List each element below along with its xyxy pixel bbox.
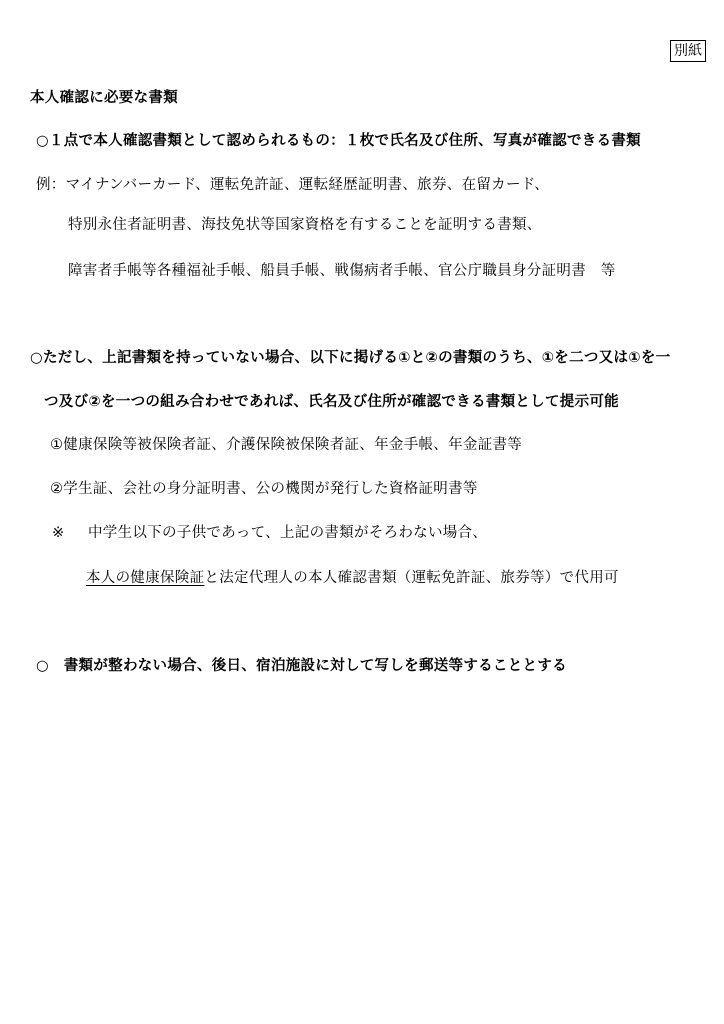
section1-example-line-3: 障害者手帳等各種福祉手帳、船員手帳、戦傷病者手帳、官公庁職員身分証明書 等 — [68, 263, 616, 279]
section1-title: ○１点で本人確認書類として認められるもの：１枚で氏名及び住所、写真が確認できる書類 — [36, 133, 641, 149]
attachment-tag: 別紙 — [670, 40, 706, 62]
section2-item-2: ②学生証、会社の身分証明書、公の機関が発行した資格証明書等 — [50, 481, 478, 497]
section2-title-line-2: つ及び②を一つの組み合わせであれば、氏名及び住所が確認できる書類として提示可能 — [44, 394, 619, 410]
section3-title: ○ 書類が整わない場合、後日、宿泊施設に対して写しを郵送等することとする — [36, 658, 567, 674]
page-heading: 本人確認に必要な書類 — [30, 90, 178, 106]
section2-title-line-1: ○ただし、上記書類を持っていない場合、以下に掲げる①と②の書類のうち、①を二つ又は①を一 — [30, 350, 671, 366]
note-line-1: 中学生以下の子供であって、上記の書類がそろわない場合、 — [88, 525, 488, 541]
section1-example-line-2: 特別永住者証明書、海技免状等国家資格を有することを証明する書類、 — [68, 217, 542, 233]
health-insurance-card-underlined: 本人の健康保険証 — [86, 570, 205, 586]
section2-item-1: ①健康保険等被保険者証、介護保険被保険者証、年金手帳、年金証書等 — [50, 437, 523, 453]
section1-example-line-1: 例：マイナンバーカード、運転免許証、運転経歴証明書、旅券、在留カード、 — [36, 177, 550, 193]
note-line-2 — [86, 568, 619, 588]
note-line-2-rest: と法定代理人の本人確認書類（運転免許証、旅券等）で代用可 — [204, 570, 619, 586]
note-mark: ※ — [52, 525, 65, 541]
